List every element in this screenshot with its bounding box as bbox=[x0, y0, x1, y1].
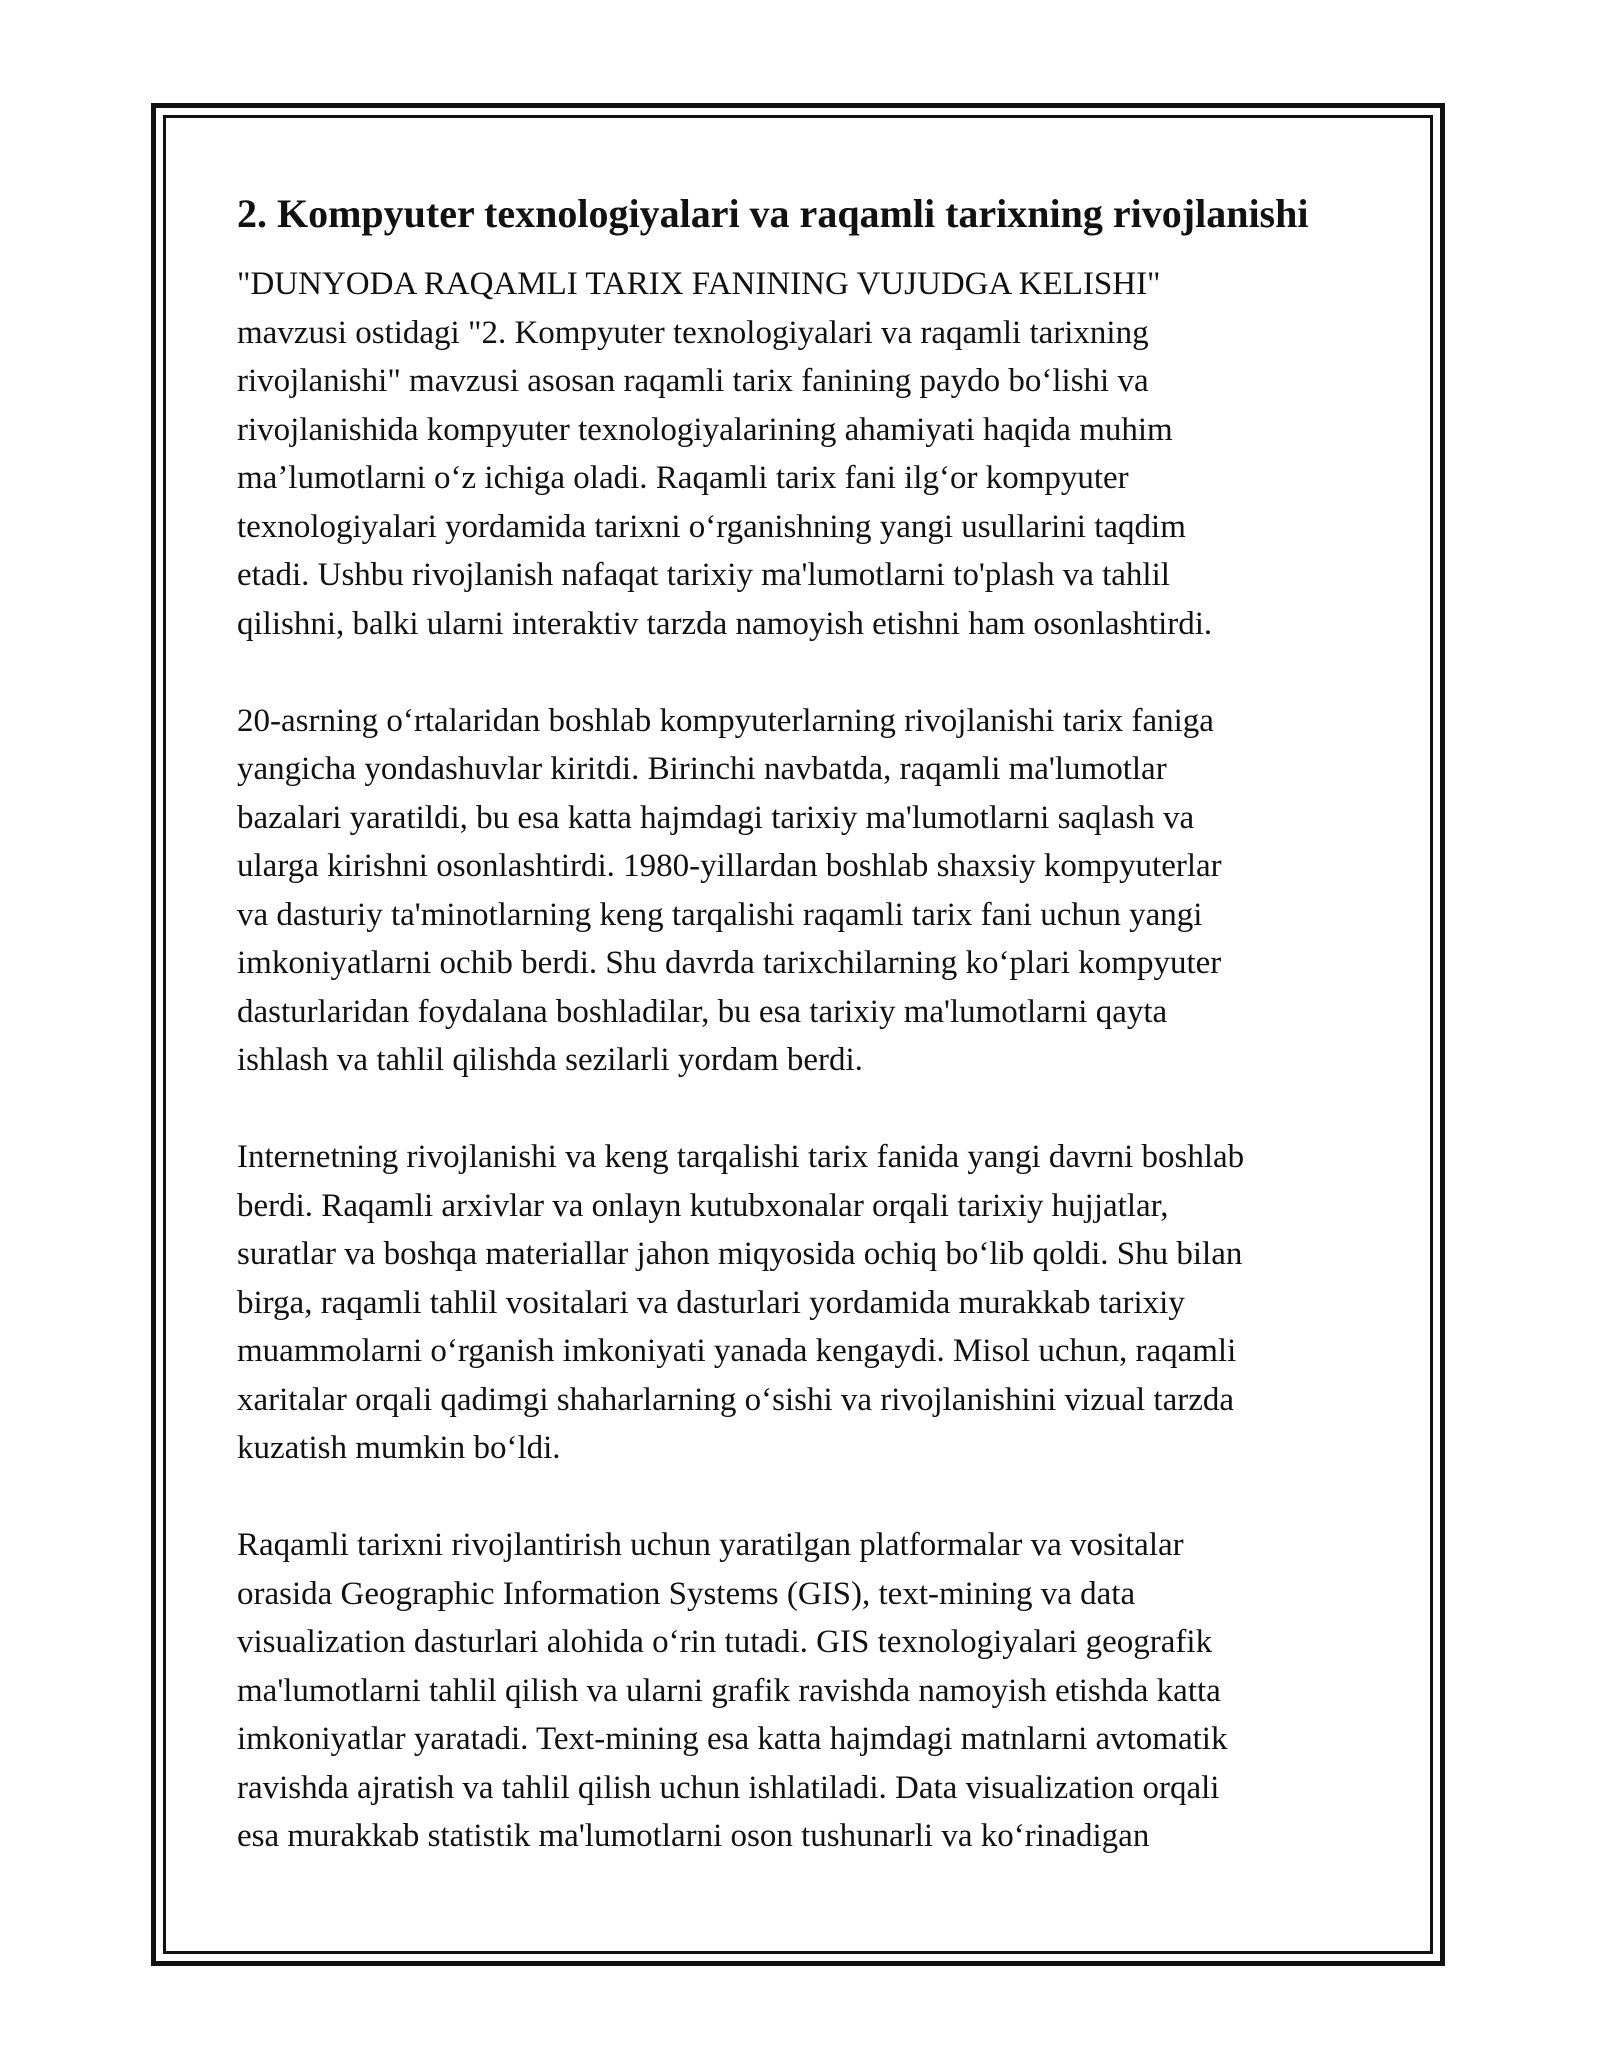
paragraph-2: 20-asrning oʻrtalaridan boshlab kompyuterlarning rivojlanishi tarix faniga yangicha yondashuvlar kiritdi. Birinchi navbatda, raqamli ma'lumotlar bazalari yaratildi, bu esa katta hajmdagi tarixiy ma'lumotlarni saqlash va ularga kirishni osonlashtirdi. 1980-yillardan boshlab shaxsiy kompyuterlar va dasturiy ta'minotlarning keng tarqalishi raqamli tarix fani uchun yangi imkoniyatlarni ochib berdi. Shu davrda tarixchilarning koʻplari kompyuter dasturlaridan foydalana boshladilar, bu esa tarixiy ma'lumotlarni qayta ishlash va tahlil qilishda sezilarli yordam berdi. bbox=[237, 702, 1222, 1078]
paragraph-1: "DUNYODA RAQAMLI TARIX FANINING VUJUDGA KELISHI" mavzusi ostidagi "2. Kompyuter texnologiyalari va raqamli tarixning rivojlanishi" mavzusi asosan raqamli tarix fanining paydo boʻlishi va rivojlanishida kompyuter texnologiyalarining ahamiyati haqida muhim maʼlumotlarni oʻz ichiga oladi. Raqamli tarix fani ilgʻor kompyuter texnologiyalari yordamida tarixni oʻrganishning yangi usullarini taqdim etadi. Ushbu rivojlanish nafaqat tarixiy ma'lumotlarni to'plash va tahlil qilishni, balki ularni interaktiv tarzda namoyish etishni ham osonlashtirdi. bbox=[237, 266, 1213, 642]
section-heading: 2. Kompyuter texnologiyalari va raqamli tarixning rivojlanishi bbox=[237, 191, 1309, 236]
document-body bbox=[237, 190, 1377, 1861]
paragraph-3: Internetning rivojlanishi va keng tarqalishi tarix fanida yangi davrni boshlab berdi. Raqamli arxivlar va onlayn kutubxonalar orqali tarixiy hujjatlar, suratlar va boshqa materiallar jahon miqyosida ochiq boʻlib qoldi. Shu bilan birga, raqamli tahlil vositalari va dasturlari yordamida murakkab tarixiy muammolarni oʻrganish imkoniyati yanada kengaydi. Misol uchun, raqamli xaritalar orqali qadimgi shaharlarning oʻsishi va rivojlanishini vizual tarzda kuzatish mumkin boʻldi. bbox=[237, 1139, 1245, 1466]
paragraph-4: Raqamli tarixni rivojlantirish uchun yaratilgan platformalar va vositalar orasida Geographic Information Systems (GIS), text-mining va data visualization dasturlari alohida oʻrin tutadi. GIS texnologiyalari geografik ma'lumotlarni tahlil qilish va ularni grafik ravishda namoyish etishda katta imkoniyatlar yaratadi. Text-mining esa katta hajmdagi matnlarni avtomatik ravishda ajratish va tahlil qilish uchun ishlatiladi. Data visualization orqali esa murakkab statistik ma'lumotlarni oson tushunarli va koʻrinadigan bbox=[237, 1527, 1228, 1854]
